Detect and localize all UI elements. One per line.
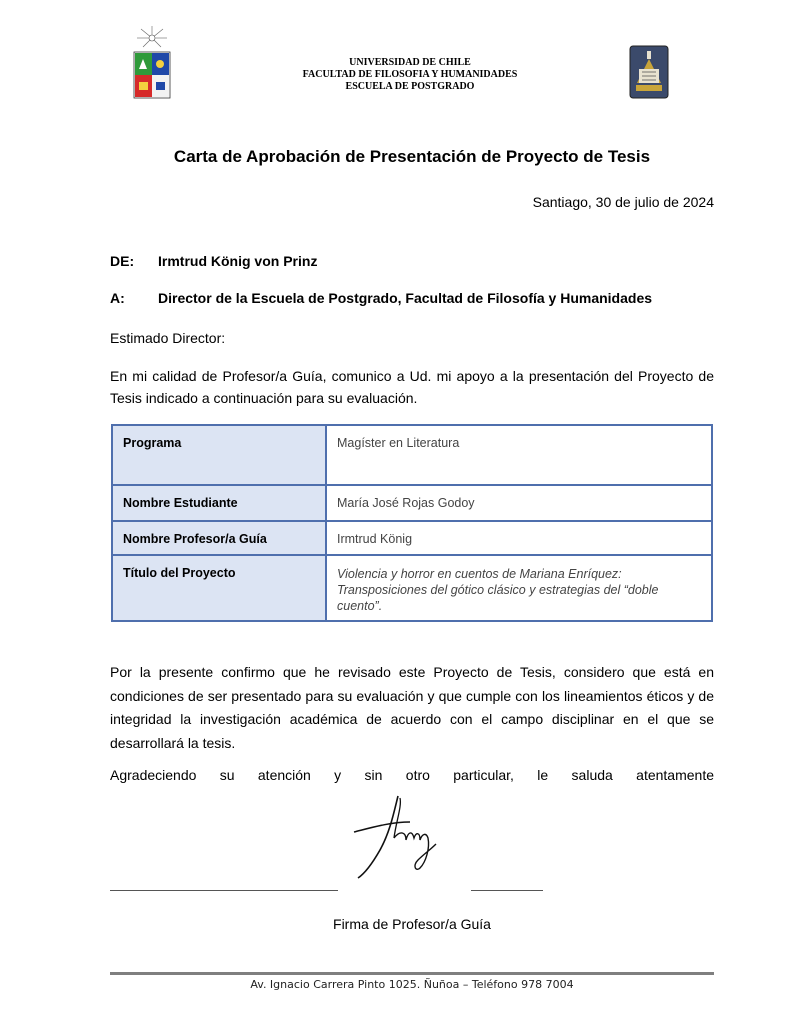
confirmation-paragraph: Por la presente confirmo que he revisado este Proyecto de Tesis, considero que está en condiciones de ser presentado para su evaluación y que cumple con los lineamientos éticos y de integridad la investigación académica de acuerdo con el campo disciplinar en el que se desarrollará la tesis. — [110, 664, 714, 751]
intro-paragraph: En mi calidad de Profesor/a Guía, comunico a Ud. mi apoyo a la presentación del Proyecto de Tesis indicado a continuación para su evaluación. — [110, 368, 714, 406]
to-value: Director de la Escuela de Postgrado, Facultad de Filosofía y Humanidades — [158, 290, 653, 306]
handwritten-signature — [350, 792, 440, 882]
row-value: María José Rojas Godoy — [326, 485, 712, 521]
row-key: Programa — [112, 425, 326, 485]
from-field — [110, 253, 317, 269]
signature-line-left — [110, 890, 338, 891]
project-table — [111, 424, 713, 622]
footer-divider — [110, 972, 714, 975]
header-school: ESCUELA DE POSTGRADO — [345, 81, 475, 92]
signature-line-right — [471, 890, 543, 891]
from-label: DE: — [110, 253, 135, 269]
page-title: Carta de Aprobación de Presentación de Proyecto de Tesis — [173, 147, 651, 166]
from-value: Irmtrud König von Prinz — [158, 253, 318, 269]
header-faculty: FACULTAD DE FILOSOFIA Y HUMANIDADES — [302, 69, 518, 80]
closing-line: Agradeciendo su atención y sin otro particular, le saluda atentamente — [110, 767, 714, 783]
signature-label: Firma de Profesor/a Guía — [333, 916, 491, 932]
row-key: Título del Proyecto — [112, 555, 326, 621]
to-label: A: — [110, 290, 125, 306]
table-row — [112, 555, 712, 621]
faculty-logo — [629, 45, 669, 99]
header-university: UNIVERSIDAD DE CHILE — [349, 57, 471, 68]
table-row — [112, 485, 712, 521]
institution-header — [230, 57, 590, 93]
letter-date: Santiago, 30 de julio de 2024 — [532, 194, 714, 210]
university-logo — [133, 26, 171, 100]
row-value: Magíster en Literatura — [326, 425, 712, 485]
row-value: Violencia y horror en cuentos de Mariana Enríquez: Transposiciones del gótico clásico y estrategias del “doble cuento”. — [326, 555, 712, 621]
to-field — [110, 290, 652, 306]
footer-address: Av. Ignacio Carrera Pinto 1025. Ñuñoa – Teléfono 978 7004 — [250, 978, 574, 991]
row-key: Nombre Profesor/a Guía — [112, 521, 326, 555]
table-row — [112, 425, 712, 485]
row-value: Irmtrud König — [326, 521, 712, 555]
salutation: Estimado Director: — [110, 330, 226, 346]
row-key: Nombre Estudiante — [112, 485, 326, 521]
table-row — [112, 521, 712, 555]
